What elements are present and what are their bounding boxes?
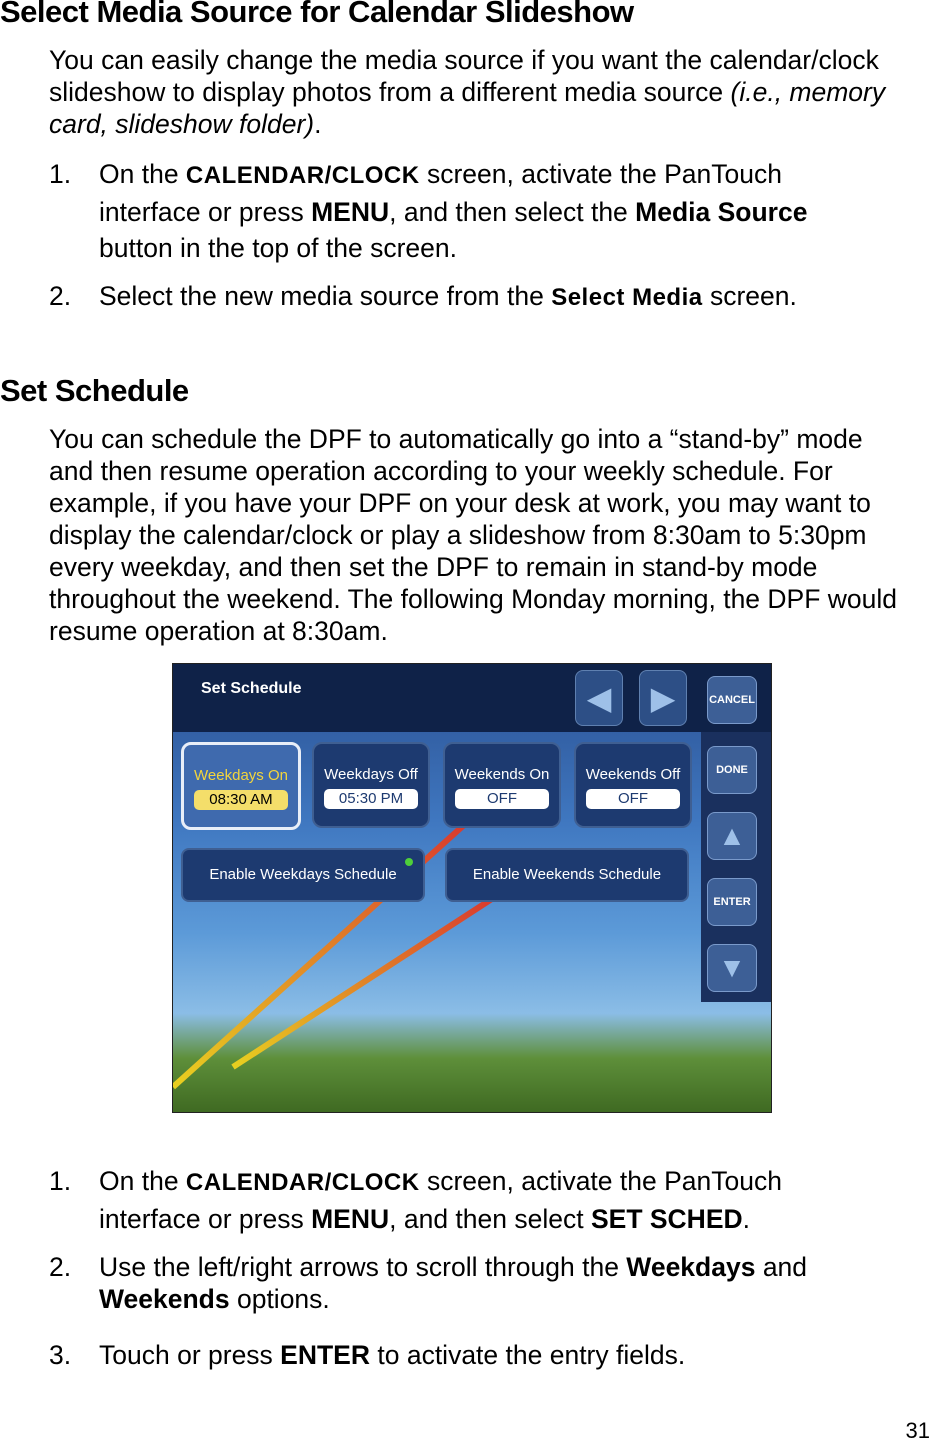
left-arrow-icon: ◀ bbox=[575, 670, 623, 726]
t: button in the top of the screen. bbox=[99, 233, 457, 263]
set-schedule-intro: You can schedule the DPF to automatically go into a “stand-by” mode and then resume operation according to your weekly schedule. For example, if you have your DPF on your desk at work, you may want to display the calendar/clock or play a slideshow from 8:30am to 5:30pm every weekday, and then set the DPF to remain in stand-by mode throughout the weekend. The following Monday morning, the DPF would resume operation at 8:30am. bbox=[49, 424, 898, 646]
kw-calendar-clock: CALENDAR/CLOCK bbox=[185, 1169, 420, 1196]
label: Enable Weekdays Schedule bbox=[209, 866, 397, 883]
kw-calendar-clock: CALENDAR/CLOCK bbox=[185, 162, 420, 189]
card-label: Weekends Off bbox=[585, 766, 681, 783]
t: screen. bbox=[702, 281, 797, 311]
weekends-on-card bbox=[443, 742, 561, 828]
card-value: 08:30 AM bbox=[194, 790, 288, 810]
step-number: 3. bbox=[49, 1340, 72, 1370]
kw-menu: MENU bbox=[311, 197, 390, 227]
down-arrow-icon: ▼ bbox=[707, 944, 757, 992]
kw-media-source: Media Source bbox=[635, 197, 808, 227]
t: On the bbox=[99, 1166, 186, 1196]
media-source-intro bbox=[49, 44, 904, 140]
step-number: 2. bbox=[49, 281, 72, 311]
intro-italic: (i.e., memory card, slideshow folder) bbox=[49, 77, 886, 139]
weekends-off-card bbox=[574, 742, 692, 828]
weekdays-on-card bbox=[181, 742, 301, 830]
status-led-icon bbox=[405, 858, 413, 866]
kw-select-media: Select Media bbox=[551, 284, 703, 311]
t: , and then select bbox=[389, 1204, 591, 1234]
schedule-step-3 bbox=[49, 1337, 859, 1373]
t: and bbox=[755, 1252, 808, 1282]
card-label: Weekdays On bbox=[194, 767, 288, 784]
t: Select the new media source from the bbox=[99, 281, 552, 311]
kw-weekends: Weekends bbox=[99, 1284, 230, 1314]
t: to activate the entry fields. bbox=[370, 1340, 686, 1370]
right-arrow-icon: ▶ bbox=[639, 670, 687, 726]
t: screen, activate the PanTouch interface or press bbox=[99, 159, 782, 227]
kw-weekdays: Weekdays bbox=[626, 1252, 756, 1282]
step-number: 1. bbox=[49, 1166, 72, 1196]
kw-enter: ENTER bbox=[280, 1340, 370, 1370]
set-schedule-screenshot bbox=[172, 663, 772, 1113]
kw-menu: MENU bbox=[311, 1204, 390, 1234]
step-number: 2. bbox=[49, 1252, 72, 1282]
enable-weekdays-button bbox=[181, 848, 425, 902]
enter-button: ENTER bbox=[707, 878, 757, 926]
kw-set-sched: SET SCHED bbox=[590, 1204, 743, 1234]
card-value: OFF bbox=[586, 789, 680, 809]
intro-end: . bbox=[314, 109, 322, 139]
t: , and then select the bbox=[389, 197, 636, 227]
media-step-1 bbox=[49, 156, 859, 266]
step-number: 1. bbox=[49, 159, 72, 189]
card-label: Weekdays Off bbox=[324, 766, 418, 783]
t: . bbox=[742, 1204, 751, 1234]
schedule-step-2 bbox=[49, 1251, 859, 1315]
t: screen, activate the PanTouch interface or press bbox=[99, 1166, 782, 1234]
t: Use the left/right arrows to scroll through the bbox=[99, 1252, 627, 1282]
card-value: OFF bbox=[455, 789, 549, 809]
done-button: DONE bbox=[707, 746, 757, 794]
t: options. bbox=[229, 1284, 330, 1314]
enable-weekends-button bbox=[445, 848, 689, 902]
screen-title: Set Schedule bbox=[201, 680, 302, 697]
schedule-step-1 bbox=[49, 1163, 859, 1237]
weekdays-off-card bbox=[312, 742, 430, 828]
page-number: 31 bbox=[905, 1418, 930, 1443]
intro-text: You can easily change the media source if you want the calendar/clock slideshow to display photos from a different media source bbox=[49, 45, 879, 107]
t: On the bbox=[99, 159, 186, 189]
cancel-button: CANCEL bbox=[707, 676, 757, 724]
label: Enable Weekends Schedule bbox=[472, 866, 662, 883]
up-arrow-icon: ▲ bbox=[707, 812, 757, 860]
card-value: 05:30 PM bbox=[324, 789, 418, 809]
section-title-media-source: Select Media Source for Calendar Slideshow bbox=[0, 0, 634, 29]
section-title-set-schedule: Set Schedule bbox=[0, 373, 189, 408]
card-label: Weekends On bbox=[454, 766, 550, 783]
media-step-2 bbox=[49, 278, 859, 316]
t: Touch or press bbox=[99, 1340, 281, 1370]
